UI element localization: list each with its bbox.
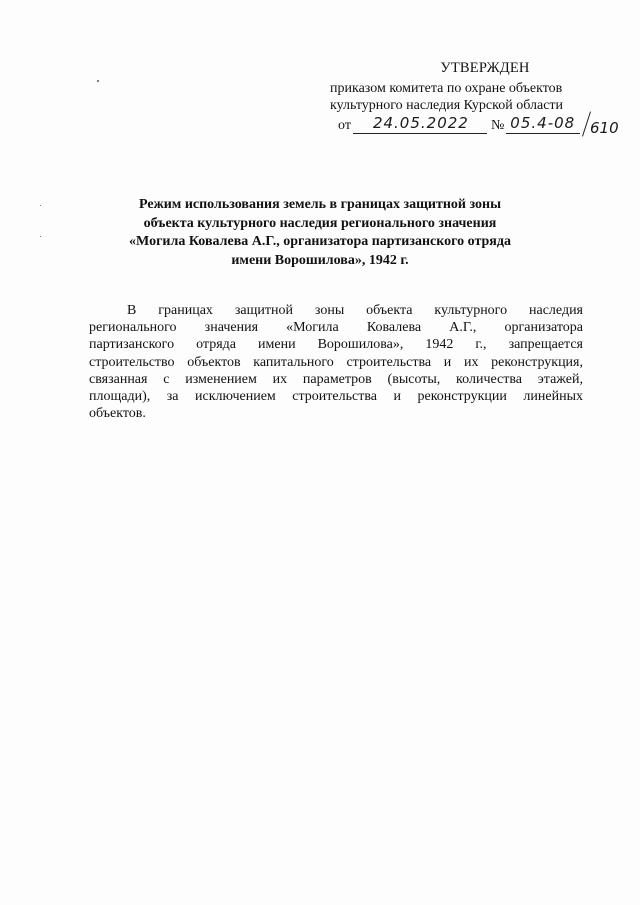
- scan-speck: [97, 80, 99, 82]
- scan-speck: [40, 236, 41, 237]
- title-line: объекта культурного наследия регионального значения: [143, 215, 497, 231]
- approval-line-1: приказом комитета по охране объектов: [330, 81, 563, 96]
- handwritten-date: 24.05.2022: [372, 114, 469, 132]
- body-line: объектов.: [89, 406, 146, 422]
- handwritten-number: 05.4-08: [510, 114, 576, 132]
- body-line: строительство объектов капитального строительства и их реконструкция,: [89, 354, 583, 370]
- title-line: Режим использования земель в границах защитной зоны: [138, 197, 502, 212]
- number-blank: [506, 115, 580, 134]
- handwritten-number-suffix: [586, 111, 619, 137]
- order-date-number-line: [318, 115, 618, 137]
- number-label: №: [490, 118, 505, 133]
- body-line: В границах защитной зоны объекта культурного наследия: [127, 303, 583, 318]
- title-line: имени Ворошилова», 1942 г.: [231, 252, 409, 268]
- body-line: площади), за исключением строительства и реконструкции линейных: [89, 389, 583, 405]
- document-title: [80, 196, 560, 270]
- number-suffix-text: 610: [590, 119, 619, 137]
- body-line: регионального значения «Могила Ковалева А.Г., организатора: [89, 320, 583, 336]
- date-blank: [353, 115, 487, 134]
- scan-speck: [40, 205, 41, 206]
- body-paragraph: [89, 302, 583, 422]
- date-label: от: [338, 118, 351, 133]
- approval-stamp: УТВЕРЖДЕН: [440, 60, 530, 76]
- approval-line-2: культурного наследия Курской области: [330, 98, 564, 113]
- body-line: партизанского отряда имени Ворошилова», 1942 г., запрещается: [89, 337, 583, 353]
- approval-block: [318, 60, 618, 137]
- title-line: «Могила Ковалева А.Г., организатора партизанского отряда: [129, 234, 511, 249]
- body-line: связанная с изменением их параметров (высоты, количества этажей,: [89, 371, 583, 387]
